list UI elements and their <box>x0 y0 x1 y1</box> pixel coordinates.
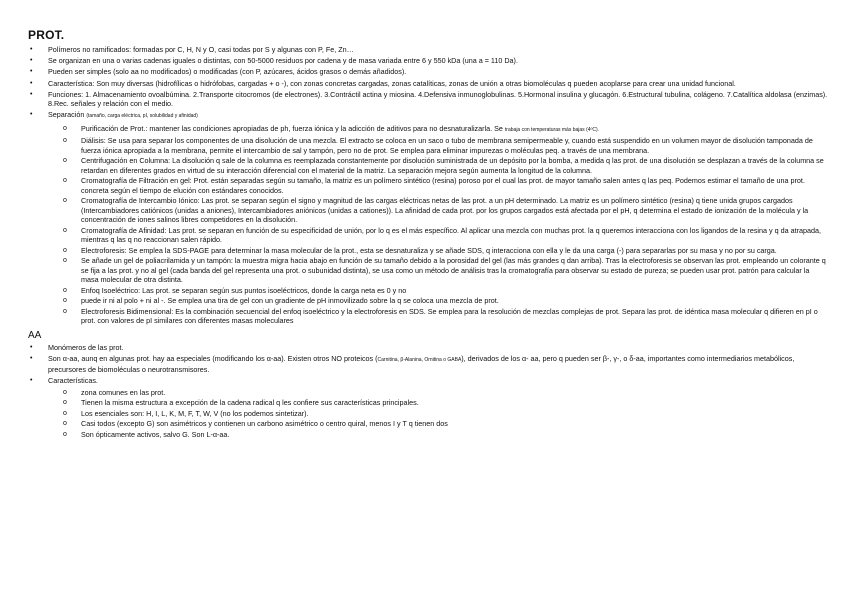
section-title-aa: AA <box>28 329 42 341</box>
sub-list-item <box>28 226 828 245</box>
list-item <box>28 376 828 385</box>
bullet-dot-icon: • <box>30 354 33 362</box>
bullet-dot-icon: • <box>30 68 33 76</box>
sub-item-text: Tienen la misma estructura a excepción de la cadena radical q les confiere sus características principales. <box>81 398 419 408</box>
aa-list <box>28 343 828 440</box>
bullet-dot-icon: • <box>30 111 33 119</box>
sub-list-item <box>28 176 828 195</box>
sub-list-item <box>28 307 828 326</box>
bullet-circle-icon: o <box>63 297 67 305</box>
sub-list-item <box>28 124 828 135</box>
list-item-text: Se organizan en una o varias cadenas iguales o distintas, con 50-5000 residuos por cadena y de masa variada entre 6 y 550 kDa (una a = 110 Da). <box>48 56 518 66</box>
sub-item-text: Los esenciales son: H, I, L, K, M, F, T, W, V (no los podemos sintetizar). <box>81 408 309 418</box>
bullet-circle-icon: o <box>63 388 67 396</box>
sub-list-item <box>28 156 828 175</box>
bullet-dot-icon: • <box>30 46 33 53</box>
section-title-prot: PROT. <box>28 28 65 42</box>
list-item <box>28 343 828 352</box>
bullet-circle-icon: o <box>63 226 67 234</box>
bullet-dot-icon: • <box>30 57 33 65</box>
bullet-dot-icon: • <box>30 79 33 87</box>
bullet-circle-icon: o <box>63 409 67 417</box>
sub-list-item <box>28 388 828 397</box>
list-item-text: Son α-aa, aunq en algunas prot. hay aa especiales (modificando los α-aa). Existen otros NO proteicos ( <box>48 353 378 363</box>
list-item-text: Polímeros no ramificados: formadas por C, H, N y O, casi todas por S y algunas con P, Fe, Zn… <box>48 45 354 54</box>
sub-item-text: Casi todos (excepto G) son asimétricos y contienen un carbono asimétrico o centro quiral, menos I y T q tienen dos <box>81 419 448 429</box>
sub-list-item <box>28 409 828 418</box>
bullet-circle-icon: o <box>63 124 67 132</box>
sub-list-item <box>28 398 828 407</box>
bullet-circle-icon: o <box>63 197 67 205</box>
sub-item-note: trabaja con temperaturas más bajas (4ºC). <box>504 126 600 133</box>
sub-item-text: Diálisis: Se usa para separar los componentes de una disolución de una mezcla. El extracto se coloca en un saco o tubo de membrana semipermeable y, cuando está suspendido en un volumen mayor de disolución tamponada de fuerza iónica apropiada a la membrana, permite el intercambio de sal y tampón, pero no de prot. Se emplea para eliminar impurezas o moléculas peq. a través de una membrana. <box>81 136 813 155</box>
bullet-circle-icon: o <box>63 307 67 315</box>
sub-item-text: Electroforesis Bidimensional: Es la combinación secuencial del enfoq isoeléctrico y la electroforesis en SDS. Se emplea para la resolución de mezclas complejas de prot. Separa las prot. de idéntica masa molecular q difieren en pI o prot. con valores de pI similares con diferentes masas moleculares <box>81 306 818 326</box>
sub-list-item <box>28 296 828 305</box>
list-item <box>28 45 828 54</box>
sub-item-text: Purificación de Prot.: mantener las condiciones apropiadas de ph, fuerza iónica y la adicción de aditivos para no desnaturalizarla. Se <box>81 123 505 133</box>
list-item <box>28 79 828 88</box>
sub-item-text: puede ir ni al polo + ni al -. Se emplea una tira de gel con un gradiente de pH inmovilizado sobre la q se coloca una mezcla de prot. <box>81 296 499 306</box>
separation-label: Separación <box>48 110 85 120</box>
bullet-circle-icon: o <box>63 157 67 165</box>
sub-list-item <box>28 256 828 284</box>
sub-item-text: Cromatografía de Intercambio Iónico: Las prot. se separan según el signo y magnitud de las cargas eléctricas netas de las prot. a un pH determinado. La matriz es un polímero sintético (resina) q tiene unida grupos cargados (Intercambiadores catiónicos (unidas a aniones), Intercambiadores aniónicos (unidas a cationes)). La afinidad de cada prot. por los grupos cargados está afectada por el pH, q determina el estado de ionización de la molécula y la concentración de iones salinos libres competidores en la disolución. <box>81 196 809 225</box>
bullet-circle-icon: o <box>63 177 67 185</box>
sub-item-text: Cromatografía de Afinidad: Las prot. se separan en función de su especificidad de unión, por lo q es el más específico. Al aplicar una mezcla con muchas prot. la q queremos interacciona con los ligandos de la resina y q da atrapada, mientras q las q no reaccionan salen rápido. <box>81 225 821 245</box>
list-item-text: Pueden ser simples (solo aa no modificados) o modificadas (con P, azúcares, ácidos grasos o demás añadidos). <box>48 67 407 77</box>
sub-item-text: Son ópticamente activos, salvo G. Son L-α-aa. <box>81 430 230 440</box>
list-item-text: Característica: Son muy diversas (hidrofílicas o hidrófobas, cargadas + o -), con zonas concretas cargadas, zonas catalíticas, zonas de unión a otras biomoléculas q pueden acoplarse para crear una unidad funcional. <box>48 78 736 88</box>
bullet-circle-icon: o <box>63 399 67 407</box>
sub-item-text: Cromatografía de Filtración en gel: Prot. están separadas según su tamaño, la matriz es un polímero sintético (resina) poroso por el cual las prot. de mayor tamaño salen antes q las peq. Podemos estimar el tamaño de una prot. concreta según el tiempo de elución con estándares conocidos. <box>81 176 805 195</box>
list-item-note: Carnitina, β-Alanina, Ornitina o GABA <box>377 356 462 363</box>
sub-list-item <box>28 196 828 224</box>
sub-item-text: Enfoq Isoeléctrico: Las prot. se separan según sus puntos isoeléctricos, donde la carga neta es 0 y no <box>81 285 407 295</box>
sub-list-item <box>28 286 828 295</box>
list-item <box>28 354 828 375</box>
bullet-circle-icon: o <box>63 257 67 265</box>
sub-item-text: Centrifugación en Columna: La disolución q sale de la columna es reemplazada constantemente por disolución suministrada de un depósito por la bomba, a medida q las prot. de una disolución se desplazan a través de la columna se retardan en diferentes grados en virtud de su interacción diferencial con el material de la matriz. La separación mejora según aumenta la longitud de la columna. <box>81 156 824 175</box>
sub-item-text: zona comunes en las prot. <box>81 387 166 397</box>
sub-list-item <box>28 136 828 155</box>
list-item <box>28 90 828 109</box>
bullet-circle-icon: o <box>63 431 67 439</box>
sub-list-item <box>28 430 828 439</box>
bullet-circle-icon: o <box>63 246 67 254</box>
sub-item-text: Electroforesis: Se emplea la SDS-PAGE para determinar la masa molecular de la prot., esta se desnaturaliza y se añade SDS, q interacciona con ella y le da una carga (-) para separarlas por su masa y no por su carga. <box>81 245 777 255</box>
sub-list-item <box>28 419 828 428</box>
sub-item-text: Se añade un gel de poliacrilamida y un tampón: la muestra migra hacia abajo en función de su tamaño debido a la porosidad del gel (las más grandes q dan arriba). Tras la electroforesis se observan las prot. empleando un colorante q se fija a las prot. y no al gel (cada banda del gel representa una prot. o subunidad distinta), se usa como un método de análisis tras la cromatografía para observar su estado de pureza; se pueden usar prot. patrón para calcular la masa molecular de otra distinta. <box>81 256 826 285</box>
list-item-separation <box>28 110 828 121</box>
list-item-text: Funciones: 1. Almacenamiento ovoalbúmina. 2.Transporte citocromos (de electrones). 3.Contráctil actina y miosina. 4.Defensiva inmunoglobulinas. 5.Hormonal insulina y glucagón. 6.Estructural tubulina, colágeno. 7.Catalítica aldolasa (enzimas). 8.Rec. señales y relación con el medio. <box>48 89 828 109</box>
list-item <box>28 56 828 65</box>
characteristics-label: Características. <box>48 376 98 386</box>
bullet-dot-icon: • <box>30 90 33 98</box>
list-item-text-rest: ), derivados de los α- aa, pero q pueden ser β-, γ-, o δ-aa, importantes como intermediarios metabólicos, precursores de biomoléculas o neurotransmisores. <box>48 353 795 375</box>
bullet-circle-icon: o <box>63 286 67 294</box>
list-item-text: Monómeros de las prot. <box>48 342 124 352</box>
bullet-circle-icon: o <box>63 420 67 428</box>
list-item <box>28 67 828 76</box>
bullet-circle-icon: o <box>63 137 67 145</box>
separation-note: (tamaño, carga eléctrica, pI, solubilidad y afinidad) <box>86 113 198 120</box>
bullet-dot-icon: • <box>30 343 33 351</box>
bullet-dot-icon: • <box>30 377 33 385</box>
sub-list-item <box>28 246 828 255</box>
prot-list <box>28 45 828 326</box>
